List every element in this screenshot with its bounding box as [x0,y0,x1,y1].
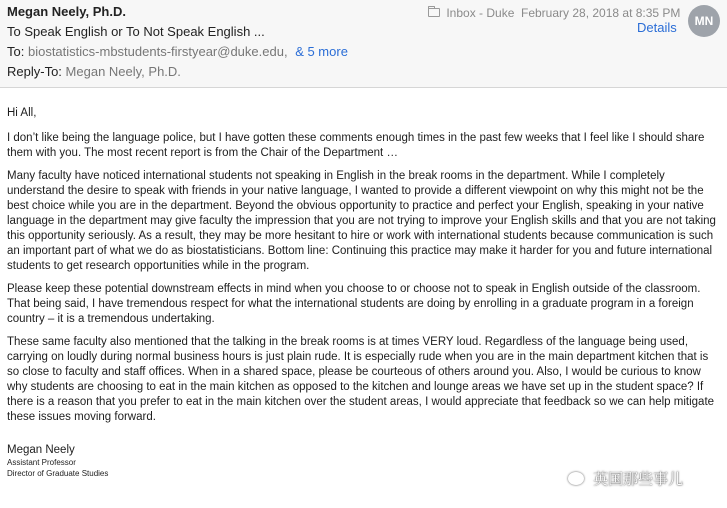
signature-title: Assistant Professor [7,458,76,467]
signature-name: Megan Neely [7,444,75,456]
details-link[interactable]: Details [637,20,677,35]
wechat-icon [568,472,584,485]
to-row [7,44,348,59]
avatar: MN [688,5,720,37]
email-header [0,0,727,88]
greeting: Hi All, [7,107,37,119]
sender-name[interactable]: Megan Neely, Ph.D. [7,4,126,19]
email-date: February 28, 2018 at 8:35 PM [521,6,681,20]
watermark [568,468,683,489]
signature [7,443,108,479]
body-paragraph: These same faculty also mentioned that the talking in the break rooms is at times VERY loud. Regardless of the language being used, carrying on loudly during normal business hours is just plain rude. It is especially rude when you are in the main department kitchen that is so close to faculty and staff offices. When in a shared space, please be courteous of others around you. Also, I would be curious to know why students are choosing to eat in the main kitchen as opposed to the kitchen and lounge areas we have set up in the student space? If there is a reason that you prefer to eat in the main kitchen over the student areas, I would appreciate that feedback so we can help mitigate these issues moving forward. [7,336,715,423]
more-recipients-link[interactable]: & 5 more [295,44,348,59]
signature-role: Director of Graduate Studies [7,469,109,478]
body-paragraph: Please keep these potential downstream effects in mind when you choose to or choose not to speak in English outside of the classroom. That being said, I have tremendous respect for what the international students are doing by enrolling in a graduate program in a foreign country – it is a tremendous undertaking. [7,283,701,325]
email-subject: To Speak English or To Not Speak English ... [7,24,265,39]
mailbox-label[interactable] [428,6,514,20]
folder-icon [428,8,440,17]
mailbox-name: Inbox - Duke [446,6,515,20]
body-paragraph: Many faculty have noticed international students not speaking in English in the break rooms in the department. While I completely understand the desire to speak with friends in your native language, I wanted to provide a different viewpoint on why this might not be the best choice while you are in the department. Beyond the obvious opportunity to practice and perfect your English, speaking in your native language in the department may give faculty the impression that you are not trying to improve your English skills and that you are not taking this opportunity seriously. As a result, they may be more hesitant to hire or work with international students because communication is such an important part of what we do as biostatisticians. Bottom line: Continuing this practice may make it harder for you and future international students to get research opportunities while in the program. [7,170,716,272]
reply-to-value[interactable]: Megan Neely, Ph.D. [65,64,181,79]
watermark-text: 英国那些事儿 [593,471,684,488]
body-paragraph: I don’t like being the language police, but I have gotten these comments enough times in the past few weeks that I feel like I should share them with you. The most recent report is from the Chair of the Department … [7,132,705,159]
email-body [7,96,719,433]
reply-to-row [7,64,181,79]
to-recipient[interactable]: biostatistics-mbstudents-firstyear@duke.edu, [27,44,288,59]
reply-to-label: Reply-To: [7,64,62,79]
to-label: To: [7,44,25,59]
